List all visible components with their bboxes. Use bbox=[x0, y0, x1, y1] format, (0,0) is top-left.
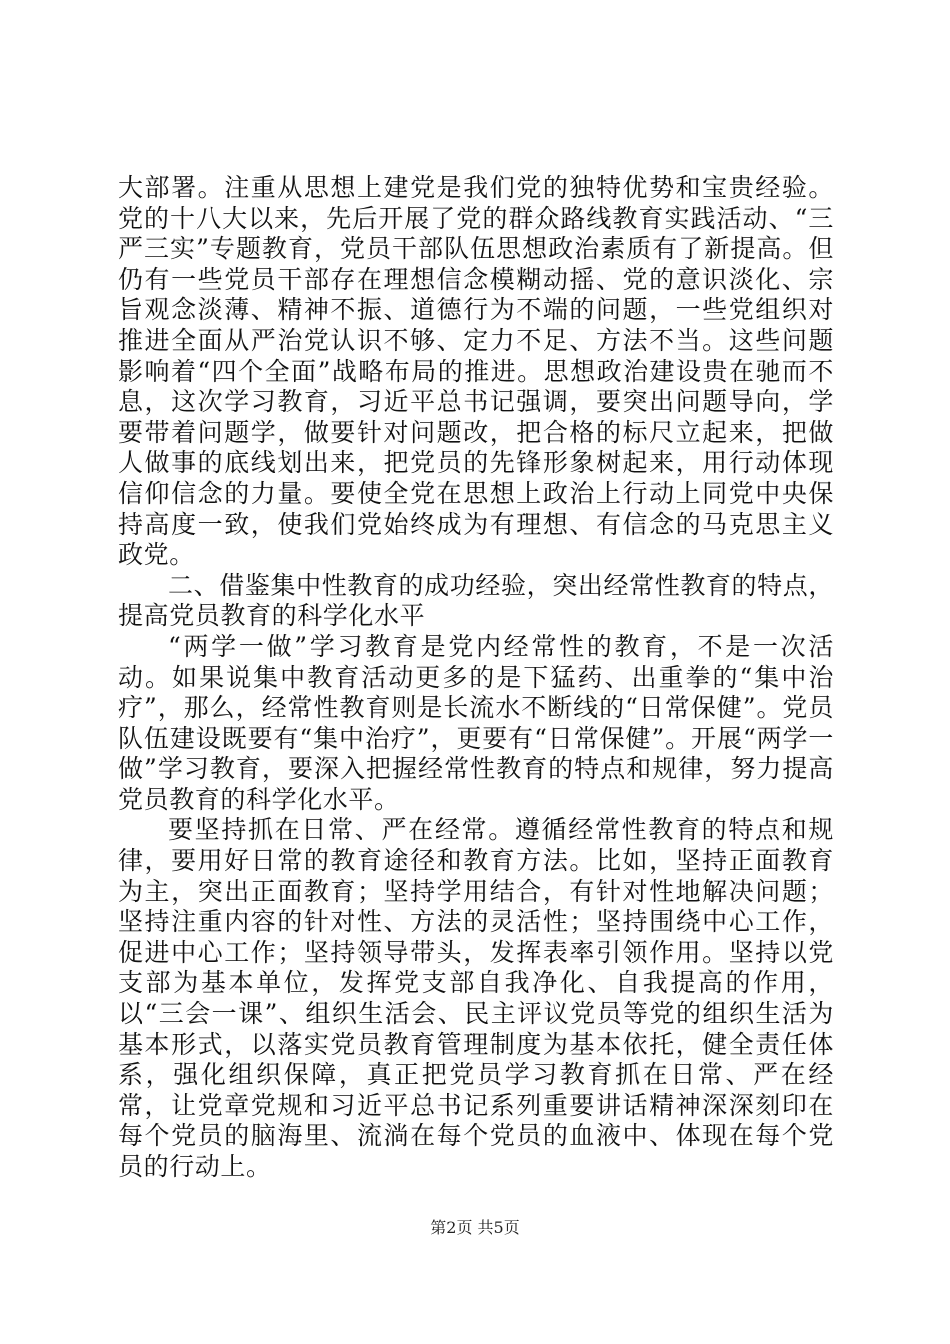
paragraph: “两学一做”学习教育是党内经常性的教育，不是一次活动。如果说集中教育活动更多的是下猛药、出重拳的“集中治疗”，那么，经常性教育则是长流水不断线的“日常保健”。党员队伍建设既要有“集中治疗”，更要有“日常保健”。开展“两学一做”学习教育，要深入把握经常性教育的特点和规律，努力提高党员教育的科学化水平。 bbox=[118, 631, 834, 814]
paragraph-continuation: 大部署。注重从思想上建党是我们党的独特优势和宝贵经验。党的十八大以来，先后开展了党的群众路线教育实践活动、“三严三实”专题教育，党员干部队伍思想政治素质有了新提高。但仍有一些党员干部存在理想信念模糊动摇、党的意识淡化、宗旨观念淡薄、精神不振、道德行为不端的问题，一些党组织对推进全面从严治党认识不够、定力不足、方法不当。这些问题影响着“四个全面”战略布局的推进。思想政治建设贵在驰而不息，这次学习教育，习近平总书记强调，要突出问题导向，学要带着问题学，做要针对问题改，把合格的标尺立起来，把做人做事的底线划出来，把党员的先锋形象树起来，用行动体现信仰信念的力量。要使全党在思想上政治上行动上同党中央保持高度一致，使我们党始终成为有理想、有信念的马克思主义政党。 bbox=[118, 173, 834, 570]
section-heading: 二、借鉴集中性教育的成功经验，突出经常性教育的特点，提高党员教育的科学化水平 bbox=[118, 570, 834, 631]
document-body bbox=[118, 173, 834, 1183]
page-number: 第2页 共5页 bbox=[430, 1218, 520, 1237]
paragraph: 要坚持抓在日常、严在经常。遵循经常性教育的特点和规律，要用好日常的教育途径和教育方法。比如，坚持正面教育为主，突出正面教育；坚持学用结合，有针对性地解决问题；坚持注重内容的针对性、方法的灵活性；坚持围绕中心工作，促进中心工作；坚持领导带头，发挥表率引领作用。坚持以党支部为基本单位，发挥党支部自我净化、自我提高的作用，以“三会一课”、组织生活会、民主评议党员等党的组织生活为基本形式，以落实党员教育管理制度为基本依托，健全责任体系，强化组织保障，真正把党员学习教育抓在日常、严在经常，让党章党规和习近平总书记系列重要讲话精神深深刻印在每个党员的脑海里、流淌在每个党员的血液中、体现在每个党员的行动上。 bbox=[118, 815, 834, 1181]
